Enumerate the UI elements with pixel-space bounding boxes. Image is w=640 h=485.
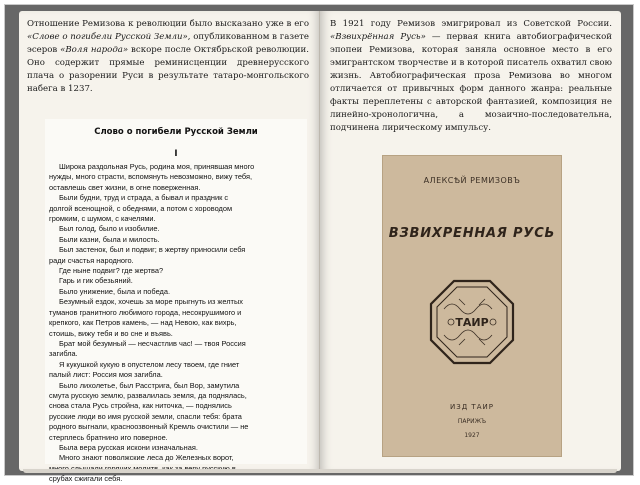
poem-line: смута русскую землю, развалилась земля, да поднялась, bbox=[49, 390, 247, 400]
left-intro-paragraph: Отношение Ремизова к революции было высказано уже в его «Слове о погибели Русской Земли», опубликованном в газете эсеров «Воля народа» вскоре после Октябрьской революции. Оно содержит прямые реминисценции древнерусского плача о разорении Руси в результате татаро-монгольского набега в 1237. bbox=[27, 19, 309, 94]
poem-line: туманов гранитного любимого города, несокрушимого и bbox=[49, 307, 242, 317]
poem-text bbox=[49, 162, 305, 485]
poem-line: стерплесь братнино иго поверное. bbox=[49, 432, 168, 442]
poem-line: срубах сжигали себя. bbox=[49, 474, 123, 484]
poem-line: Были будни, труд и страда, а бывал и праздник с bbox=[59, 193, 229, 203]
book-cover-image bbox=[383, 156, 561, 456]
poem-line: Было унижение, была и победа. bbox=[59, 286, 170, 296]
cover-city: ПАРИЖЪ bbox=[457, 418, 487, 425]
intro-title-slovo: «Слове о погибели Русской Земли» bbox=[27, 32, 188, 42]
poem-line: Безумный ездок, хочешь за море прыгнуть из желтых bbox=[59, 297, 243, 307]
poem-line: русские люди во имя русской земли, спасли тебя: брата bbox=[49, 411, 242, 421]
poem-line: крепкого, как Петров камень, — над Невою, как вихрь, bbox=[49, 318, 237, 328]
poem-line: снова стала Русь стройна, как ниточка, — поднялись bbox=[49, 401, 232, 411]
poem-line: ради счастья народного. bbox=[49, 255, 134, 265]
poem-line: оставлешь свет жизни, в огне поверженная. bbox=[49, 182, 201, 192]
poem-title: Слово о погибели Русской Земли bbox=[94, 127, 258, 137]
cover-year: 1927 bbox=[464, 432, 480, 439]
poem-line: Было лихолетье, был Расстрига, был Вор, замутила bbox=[59, 380, 240, 390]
poem-line: Был застенок, был и подвиг; в жертву приносили себя bbox=[59, 245, 246, 255]
open-book bbox=[19, 11, 621, 484]
right-paragraph: В 1921 году Ремизов эмигрировал из Советской России. «Взвихрённая Русь» — первая книга автобиографической эпопеи Ремизова, которая заняла основное место в его эмигрантском творчестве и в которой писатель охватил свою жизнь. Автобиографическая проза Ремизова во многом отличается от привычных форм данного жанра: реальные факты переплетены с авторской фантазией, композиция не линейно-хронологична, а мозаично-последовательна, подчинена лирическому импульсу. bbox=[330, 19, 612, 133]
poem-line: Я кукушкой кукую в опустелом лесу твоем, где гниет bbox=[59, 359, 240, 369]
poem-line: Широка раздольная Русь, родина моя, принявшая много bbox=[59, 162, 255, 171]
poem-line: загибла. bbox=[49, 349, 78, 359]
poem-line: Был голод, было и изобилие. bbox=[59, 224, 160, 234]
poem-line: нужды, много страсти, вспомянуть невозможно, вижу тебя, bbox=[49, 172, 253, 182]
poem-line: Брат мой безумный — несчастлив час! — твоя Россия bbox=[59, 338, 246, 348]
emblem-label: ТАИР bbox=[455, 316, 489, 329]
left-page bbox=[19, 11, 320, 484]
cover-author: АЛЕКСѢЙ РЕМИЗОВЪ bbox=[423, 176, 521, 185]
right-page bbox=[320, 11, 621, 471]
cover-publisher: ИЗД ТАИР bbox=[450, 403, 494, 411]
poem-line: Были казни, была и милость. bbox=[59, 234, 160, 244]
poem-line: Была вера русская искони изначальная. bbox=[59, 442, 198, 452]
scanned-poem-page bbox=[45, 119, 307, 484]
poem-line: громким, с шумом, с качелями. bbox=[49, 214, 156, 224]
poem-line: палый лист: Россия моя загибла. bbox=[49, 370, 163, 380]
poem-line: стоишь, вижу тебя и во сне и въявь. bbox=[49, 328, 173, 338]
poem-line: Много знают поволжские леса до Железных ворот, bbox=[59, 453, 234, 463]
cover-title: ВЗВИХРЕННАЯ РУСЬ bbox=[388, 226, 556, 241]
intro-title-volya: «Воля народа» bbox=[60, 45, 129, 55]
poem-line: Где ныне подвиг? где жертва? bbox=[59, 266, 164, 276]
poem-section-number: I bbox=[174, 149, 178, 159]
page-edges bbox=[23, 469, 617, 473]
publisher-emblem bbox=[429, 279, 515, 365]
poem-line: родного выгнали, красноозвонный Кремль очистили — не bbox=[49, 422, 249, 432]
right-book-title: «Взвихрённая Русь» bbox=[330, 32, 426, 42]
poem-line: Гарь и гик обезьяний. bbox=[59, 276, 133, 286]
poem-line: долгой всенощной, с обеднями, а потом с хороводом bbox=[49, 203, 233, 213]
